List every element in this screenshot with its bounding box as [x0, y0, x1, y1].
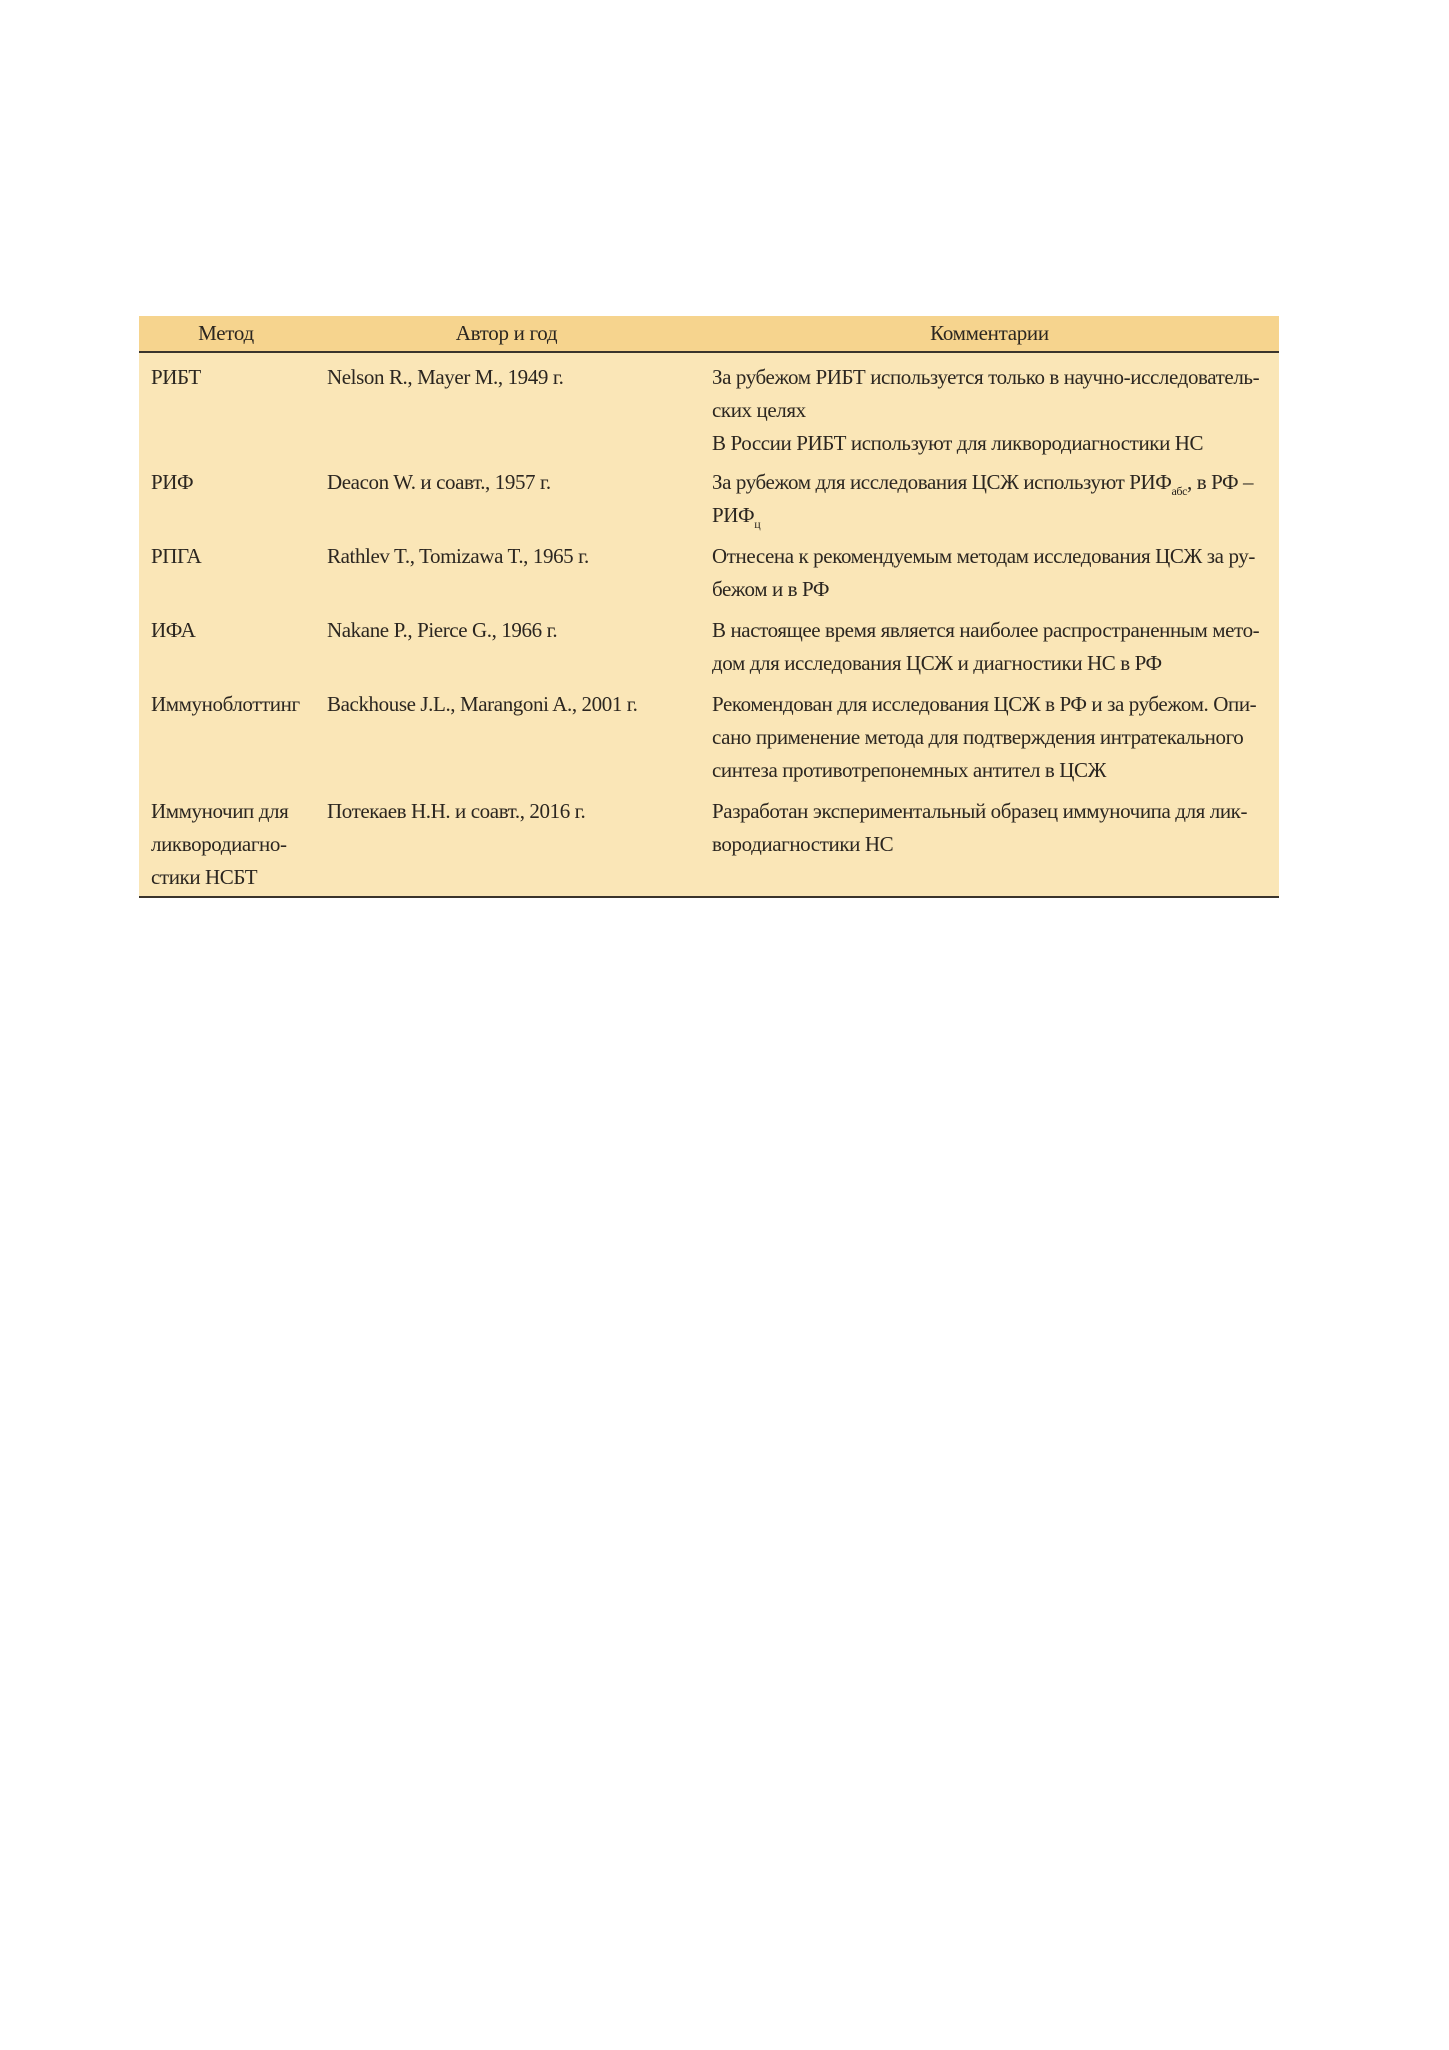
comment-cell [700, 686, 1279, 793]
method-cell: РИБТ [151, 365, 201, 389]
comment-line: За рубежом РИБТ используется только в научно-исследователь- [712, 365, 1260, 389]
comment-text: , в РФ – [1187, 470, 1254, 494]
table-row [139, 793, 1279, 896]
author-cell: Nakane P., Pierce G., 1966 г. [327, 618, 558, 642]
comment-line: ских целях [712, 398, 806, 422]
comment-line: сано применение метода для подтверждения интратекального [712, 725, 1244, 749]
author-cell: Rathlev T., Tomizawa T., 1965 г. [327, 544, 589, 568]
comment-line: Отнесена к рекомендуемым методам исследования ЦСЖ за ру- [712, 544, 1255, 568]
comment-line: Разработан экспериментальный образец иммуночипа для лик- [712, 799, 1248, 823]
comment-text: РИФ [712, 503, 755, 527]
method-cell: ИФА [151, 618, 196, 642]
header-author: Автор и год [313, 316, 700, 352]
comment-cell [700, 352, 1279, 464]
table-row [139, 612, 1279, 686]
comment-line: В России РИБТ используют для ликвородиагностики НС [712, 431, 1204, 455]
table-header [139, 316, 1279, 352]
header-row [139, 316, 1279, 352]
author-cell: Потекаев Н.Н. и соавт., 2016 г. [327, 799, 586, 823]
method-cell [139, 793, 313, 896]
header-method: Метод [139, 316, 313, 352]
comment-line: Рекомендован для исследования ЦСЖ в РФ и за рубежом. Опи- [712, 692, 1257, 716]
comment-line: синтеза противотрепонемных антител в ЦСЖ [712, 758, 1107, 782]
author-cell: Deacon W. и соавт., 1957 г. [327, 470, 551, 494]
author-cell: Nelson R., Mayer M., 1949 г. [327, 365, 564, 389]
table-row [139, 352, 1279, 464]
comment-line: вородиагностики НС [712, 832, 894, 856]
comment-cell [700, 464, 1279, 538]
methods-table-container [139, 316, 1279, 898]
table-row [139, 538, 1279, 612]
table-row [139, 686, 1279, 793]
methods-table [139, 316, 1279, 896]
comment-cell [700, 793, 1279, 896]
comment-line: бежом и в РФ [712, 577, 830, 601]
comment-line [712, 499, 1267, 532]
comment-line: дом для исследования ЦСЖ и диагностики НС в РФ [712, 651, 1162, 675]
comment-text: За рубежом для исследования ЦСЖ используют РИФ [712, 470, 1172, 494]
method-cell: РИФ [151, 470, 194, 494]
header-comment: Комментарии [700, 316, 1279, 352]
comment-cell [700, 538, 1279, 612]
method-line: ликвородиагно- [151, 832, 287, 856]
method-line: стики НСБТ [151, 865, 258, 889]
table-body [139, 352, 1279, 896]
method-cell: Иммуноблоттинг [151, 692, 300, 716]
comment-line [712, 466, 1267, 499]
comment-cell [700, 612, 1279, 686]
author-cell: Backhouse J.L., Marangoni A., 2001 г. [327, 692, 638, 716]
method-cell: РПГА [151, 544, 202, 568]
subscript-abs: абс [1171, 484, 1188, 498]
subscript-c: ц [754, 517, 761, 531]
method-line: Иммуночип для [151, 799, 289, 823]
table-row [139, 464, 1279, 538]
comment-line: В настоящее время является наиболее распространенным мето- [712, 618, 1260, 642]
